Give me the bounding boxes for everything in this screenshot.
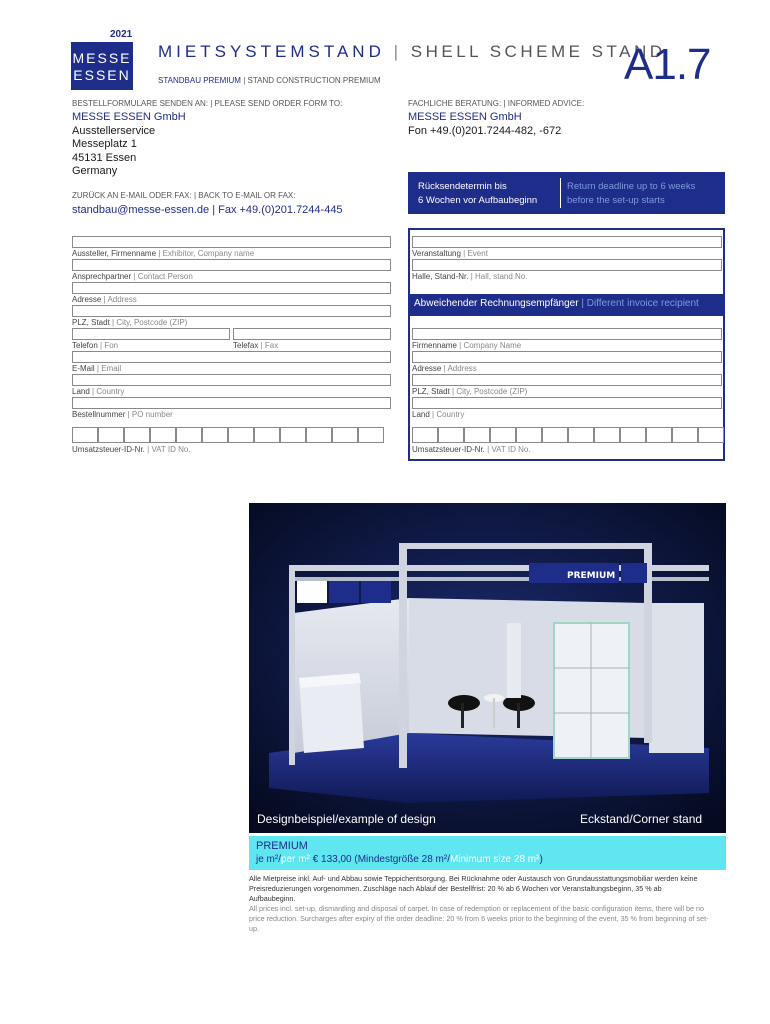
title-separator: | bbox=[393, 42, 403, 61]
advice-contact bbox=[408, 111, 561, 138]
event-input[interactable] bbox=[412, 236, 722, 248]
email-label: E-Mail | Email bbox=[72, 364, 122, 373]
invoice-address-input[interactable] bbox=[412, 351, 722, 363]
country-input[interactable] bbox=[72, 374, 391, 386]
deadline-en-line: before the set-up starts bbox=[567, 195, 665, 206]
stand-illustration bbox=[249, 503, 726, 833]
vat-digit-box[interactable] bbox=[698, 427, 724, 443]
vat-digit-box[interactable] bbox=[412, 427, 438, 443]
messe-essen-logo bbox=[71, 42, 133, 90]
invoice-heading-de: Abweichender Rechnungsempfänger bbox=[414, 298, 579, 309]
vat-id-input[interactable] bbox=[72, 427, 384, 443]
invoice-country-input[interactable] bbox=[412, 397, 722, 409]
price-close: ) bbox=[539, 854, 543, 865]
caption-corner-stand: Eckstand/Corner stand bbox=[580, 812, 703, 826]
invoice-address-label: Adresse | Address bbox=[412, 364, 477, 373]
event-label: Veranstaltung | Event bbox=[412, 249, 488, 258]
year-label: 2021 bbox=[110, 29, 133, 40]
hall-stand-input[interactable] bbox=[412, 259, 722, 271]
vat-digit-box[interactable] bbox=[254, 427, 280, 443]
vat-digit-box[interactable] bbox=[594, 427, 620, 443]
send-to-line: Ausstellerservice bbox=[72, 124, 156, 137]
price-per-en: per m² bbox=[281, 854, 310, 865]
vat-digit-box[interactable] bbox=[332, 427, 358, 443]
form-code: A1.7 bbox=[624, 40, 711, 89]
deadline-box bbox=[408, 172, 725, 214]
caption-design-example: Designbeispiel/example of design bbox=[257, 812, 436, 826]
stand-design-image bbox=[249, 503, 726, 833]
deadline-de-line: Rücksendetermin bis bbox=[418, 181, 507, 192]
stand-sign-text: PREMIUM bbox=[567, 571, 616, 581]
send-to-line: Germany bbox=[72, 165, 118, 177]
po-number-label: Bestellnummer | PO number bbox=[72, 410, 173, 419]
vat-digit-box[interactable] bbox=[72, 427, 98, 443]
vat-digit-box[interactable] bbox=[280, 427, 306, 443]
notes-de: Alle Mietpreise inkl. Auf- und Abbau sowie Teppichentsorgung. Bei Rücknahme oder Austausch von Grundausstattungsmobiliar werden keine Preisreduzierungen vorgenommen. Zuschläge nach Ablauf der Bestellfrist: 20 % ab 6 Wochen vor Veranstaltungsbeginn, 35 % ab Aufbaubeginn. bbox=[249, 874, 698, 903]
invoice-vat-id-input[interactable] bbox=[412, 427, 724, 443]
email-input[interactable] bbox=[72, 351, 391, 363]
address-input[interactable] bbox=[72, 282, 391, 294]
contact-person-label: Ansprechpartner | Contact Person bbox=[72, 272, 193, 281]
vat-digit-box[interactable] bbox=[358, 427, 384, 443]
logo-line-2: ESSEN bbox=[73, 67, 131, 83]
invoice-vat-id-label: Umsatzsteuer-ID-Nr. | VAT ID No. bbox=[412, 445, 531, 454]
vat-digit-box[interactable] bbox=[176, 427, 202, 443]
advice-company: MESSE ESSEN GmbH bbox=[408, 111, 522, 123]
deadline-divider bbox=[560, 178, 561, 208]
city-label: PLZ, Stadt | City, Postcode (ZIP) bbox=[72, 318, 188, 327]
vat-digit-box[interactable] bbox=[490, 427, 516, 443]
phone-label: Telefon | Fon bbox=[72, 341, 119, 350]
invoice-recipient-heading bbox=[408, 294, 725, 316]
fax-label: Telefax | Fax bbox=[233, 341, 279, 350]
notes-en: All prices incl. set-up, dismantling and disposal of carpet. In case of redemption or replacement of the basic configuration items, there will be no price reduction. Surcharges after expiry of the order deadline: 20 % from 6 weeks prior to the beginning of the event, 35 % from beginning of set-up. bbox=[249, 904, 709, 933]
subtitle-en: | STAND CONSTRUCTION PREMIUM bbox=[243, 76, 381, 85]
deadline-de bbox=[418, 180, 537, 208]
country-label: Land | Country bbox=[72, 387, 125, 396]
invoice-company-label: Firmenname | Company Name bbox=[412, 341, 522, 350]
invoice-country-label: Land | Country bbox=[412, 410, 465, 419]
title-en: SHELL SCHEME STAND bbox=[410, 42, 666, 61]
vat-digit-box[interactable] bbox=[306, 427, 332, 443]
return-label: ZURÜCK AN E-MAIL ODER FAX: | BACK TO E-MAIL OR FAX: bbox=[72, 191, 296, 200]
contact-person-input[interactable] bbox=[72, 259, 391, 271]
exhibitor-label: Aussteller, Firmenname | Exhibitor, Company name bbox=[72, 249, 255, 258]
vat-digit-box[interactable] bbox=[464, 427, 490, 443]
price-amount: € 133,00 (Mindestgröße 28 m²/ bbox=[312, 854, 450, 865]
vat-digit-box[interactable] bbox=[646, 427, 672, 443]
vat-digit-box[interactable] bbox=[124, 427, 150, 443]
vat-digit-box[interactable] bbox=[150, 427, 176, 443]
vat-digit-box[interactable] bbox=[516, 427, 542, 443]
vat-digit-box[interactable] bbox=[98, 427, 124, 443]
deadline-en bbox=[567, 180, 695, 208]
price-notes bbox=[249, 874, 709, 934]
vat-digit-box[interactable] bbox=[542, 427, 568, 443]
address-label: Adresse | Address bbox=[72, 295, 137, 304]
invoice-heading-en: | Different invoice recipient bbox=[581, 298, 699, 309]
invoice-city-input[interactable] bbox=[412, 374, 722, 386]
vat-digit-box[interactable] bbox=[438, 427, 464, 443]
advice-label: FACHLICHE BERATUNG: | INFORMED ADVICE: bbox=[408, 99, 585, 108]
po-number-input[interactable] bbox=[72, 397, 391, 409]
hall-stand-label: Halle, Stand-Nr. | Hall, stand No. bbox=[412, 272, 528, 281]
advice-phone: Fon +49.(0)201.7244-482, -672 bbox=[408, 124, 562, 137]
send-to-label: BESTELLFORMULARE SENDEN AN: | PLEASE SEND ORDER FORM TO: bbox=[72, 99, 343, 108]
title-de: MIETSYSTEMSTAND bbox=[158, 42, 385, 61]
send-to-line: Messeplatz 1 bbox=[72, 138, 137, 150]
vat-digit-box[interactable] bbox=[568, 427, 594, 443]
vat-id-label: Umsatzsteuer-ID-Nr. | VAT ID No. bbox=[72, 445, 191, 454]
deadline-en-line: Return deadline up to 6 weeks bbox=[567, 181, 696, 192]
return-contact[interactable]: standbau@messe-essen.de | Fax +49.(0)201.7244-445 bbox=[72, 204, 343, 216]
price-title: PREMIUM bbox=[256, 840, 308, 852]
send-to-company: MESSE ESSEN GmbH bbox=[72, 111, 186, 123]
form-title bbox=[158, 42, 666, 62]
logo-line-1: MESSE bbox=[72, 50, 132, 66]
invoice-city-label: PLZ, Stadt | City, Postcode (ZIP) bbox=[412, 387, 528, 396]
city-input[interactable] bbox=[72, 305, 391, 317]
vat-digit-box[interactable] bbox=[620, 427, 646, 443]
price-min-en: Minimum size 28 m² bbox=[449, 854, 540, 865]
subtitle-de: STANDBAU PREMIUM bbox=[158, 76, 241, 85]
invoice-company-input[interactable] bbox=[412, 328, 722, 340]
price-prefix: je m²/ bbox=[256, 854, 281, 865]
vat-digit-box[interactable] bbox=[202, 427, 228, 443]
exhibitor-input[interactable] bbox=[72, 236, 391, 248]
phone-input[interactable] bbox=[72, 328, 230, 340]
fax-input[interactable] bbox=[233, 328, 391, 340]
send-to-line: 45131 Essen bbox=[72, 151, 137, 164]
send-to-address bbox=[72, 111, 186, 179]
deadline-de-line: 6 Wochen vor Aufbaubeginn bbox=[418, 195, 538, 206]
vat-digit-box[interactable] bbox=[672, 427, 698, 443]
form-subtitle bbox=[158, 76, 381, 85]
price-line bbox=[256, 854, 543, 865]
vat-digit-box[interactable] bbox=[228, 427, 254, 443]
